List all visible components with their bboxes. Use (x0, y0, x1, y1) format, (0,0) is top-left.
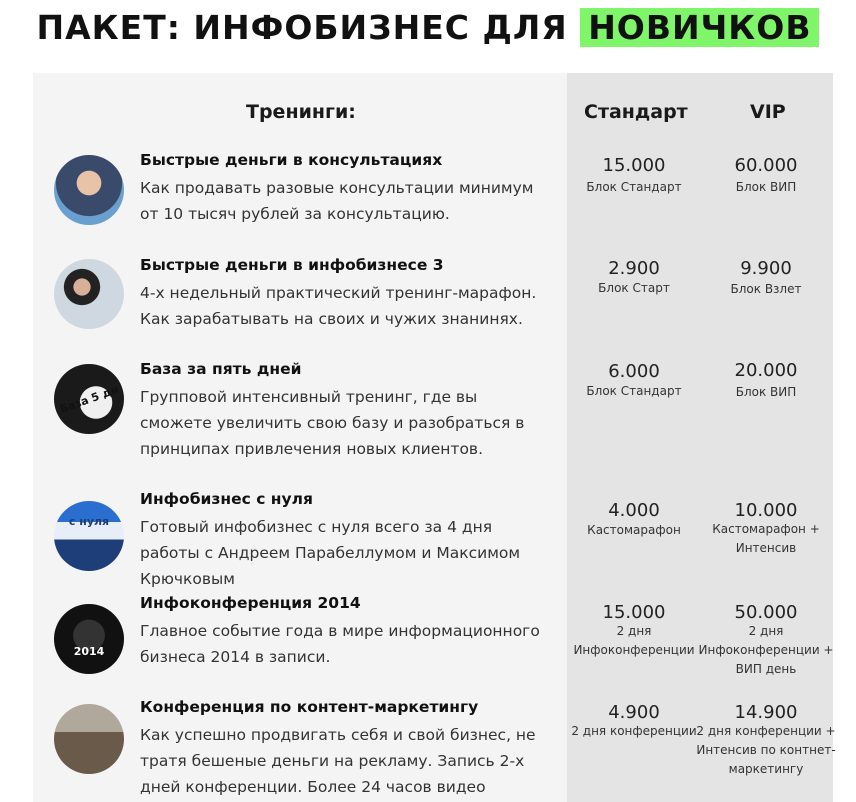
title-prefix: ПАКЕТ: ИНФОБИЗНЕС ДЛЯ (36, 8, 581, 47)
standard-price: 6.000 (608, 361, 660, 382)
people-photo-icon (54, 259, 124, 329)
standard-note: Блок Стандарт (586, 384, 682, 398)
training-title: Конференция по контент-маркетингу (140, 698, 479, 716)
training-desc: Готовый инфобизнес с нуля всего за 4 дня работы с Андреем Парабеллумом и Максимом Крючковым (140, 518, 521, 588)
avatar-label: 2014 (73, 644, 105, 658)
avatar-label: с нуля (68, 515, 110, 528)
training-title: База за пять дней (140, 360, 302, 378)
trainings-header: Тренинги: (246, 101, 356, 123)
base-logo-icon (54, 364, 124, 434)
standard-price: 4.000 (608, 500, 660, 521)
standard-header: Стандарт (584, 101, 688, 123)
training-desc: Групповой интенсивный тренинг, где вы сможете увеличить свою базу и разобраться в принципах привлечения новых клиентов. (140, 388, 525, 458)
training-desc: Как продавать разовые консультации минимум от 10 тысяч рублей за консультацию. (140, 179, 534, 223)
avatar-label: База 5 дн (57, 382, 121, 416)
training-title: Быстрые деньги в инфобизнесе 3 (140, 256, 444, 274)
training-title: Инфобизнес с нуля (140, 490, 313, 508)
speaker-photo-icon (54, 704, 124, 774)
standard-note: 2 дня Инфоконференции (573, 624, 695, 657)
title-highlight: НОВИЧКОВ (580, 8, 819, 47)
training-title: Инфоконференция 2014 (140, 594, 361, 612)
vip-note: Блок Взлет (730, 282, 802, 296)
vip-price: 60.000 (734, 155, 798, 176)
vip-price: 20.000 (734, 360, 798, 381)
vip-price: 10.000 (734, 500, 798, 521)
course-photo-icon (54, 501, 124, 571)
training-desc: Главное событие года в мире информационного бизнеса 2014 в записи. (140, 622, 540, 666)
standard-note: Блок Старт (598, 281, 670, 295)
vip-note: 2 дня конференции + Интенсив по контнет-маркетингу (696, 724, 836, 776)
standard-price: 15.000 (602, 602, 666, 623)
conference-logo-icon (54, 604, 124, 674)
standard-price: 4.900 (608, 702, 660, 723)
vip-note: Кастомарафон + Интенсив (712, 522, 820, 555)
training-desc: 4-х недельный практический тренинг-марафон. Как зарабатывать на своих и чужих знанинях. (140, 284, 537, 328)
standard-price: 15.000 (602, 155, 666, 176)
standard-note: 2 дня конференции (571, 724, 697, 738)
training-title: Быстрые деньги в консультациях (140, 151, 443, 169)
page-title (0, 6, 856, 50)
vip-note: 2 дня Инфоконференции + ВИП день (698, 624, 834, 676)
person-photo-icon (54, 155, 124, 225)
standard-price: 2.900 (608, 258, 660, 279)
training-desc: Как успешно продвигать себя и свой бизнес, не тратя бешеные деньги на рекламу. Запись 2-х дней конференции. Более 24 часов видео (140, 726, 536, 796)
vip-price: 9.900 (740, 258, 792, 279)
vip-note: Блок ВИП (735, 385, 797, 399)
standard-note: Кастомарафон (587, 523, 681, 537)
vip-price: 50.000 (734, 602, 798, 623)
vip-price: 14.900 (734, 702, 798, 723)
vip-header: VIP (750, 101, 786, 123)
vip-note: Блок ВИП (735, 180, 797, 194)
standard-note: Блок Стандарт (586, 180, 682, 194)
